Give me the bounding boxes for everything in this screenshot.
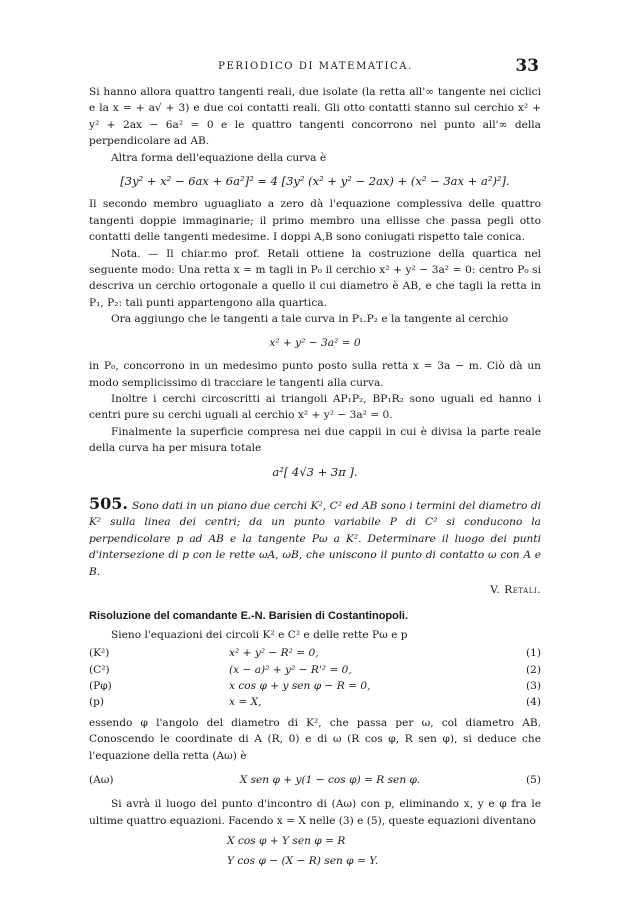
page-number: 33 [515, 56, 539, 76]
equation-label: (Pφ) [89, 680, 112, 692]
paragraph: Finalmente la superficie compresa nei due cappii in cui è divisa la parte reale della curva ha per misura totale [89, 425, 541, 455]
final-equation: X cos φ + Y sen φ = R [227, 835, 346, 848]
paragraph: Si avrà il luogo del punto d'incontro di (Aω) con p, eliminando x, y e φ fra le ultime quattro equazioni. Facendo x = X nelle (3) e (5), queste equazioni diventano [89, 798, 541, 827]
equation-label: (K²) [89, 647, 110, 660]
paragraph: Si hanno allora quattro tangenti reali, due isolate (la retta all'∞ tangente nei ciclici e la x = + a√ + 3) e due coi contatti reali. Gli otto contatti stanno sul cerchio x² + y² + 2ax − 6a² = 0 e le quattro tangenti concorrono nel punto all'∞ della perpendicolare ad AB. [89, 86, 541, 148]
problem-number: 505. [89, 493, 128, 513]
equation-number: (2) [525, 663, 541, 676]
equation-number: (1) [525, 647, 541, 660]
page-header [0, 58, 631, 80]
paragraph: in P₀, concorrono in un medesimo punto posto sulla retta x = 3a − m. Ciò dà un modo semplicissimo di tracciare le tangenti alla curva. [89, 360, 541, 389]
equation-row [89, 645, 541, 661]
paragraph: Inoltre i cerchi circoscritti ai triangoli AP₁P₂, BP₁R₂ sono uguali ed hanno i centri pure su cerchi uguali al cerchio x² + y² − 3a² = 0. [89, 392, 541, 422]
equation-number: (3) [525, 680, 541, 692]
equation-row [89, 678, 541, 694]
equation-expr: x cos φ + y sen φ − R = 0, [229, 680, 371, 692]
equation-number: (4) [525, 696, 541, 709]
author-signature: V. Retali. [490, 583, 541, 596]
equation-label: (p) [89, 696, 105, 709]
paragraph: essendo φ l'angolo del diametro di K², che passa per ω, col diametro AB. Conoscendo le coordinate di A (R, 0) e di ω (R cos φ, R sen φ), si deduce che l'equazione della retta (Aω) è [89, 716, 541, 762]
equation-row [89, 694, 541, 710]
equation: a²[ 4√3 + 3π ]. [272, 464, 358, 479]
equation-number: (5) [525, 774, 541, 787]
equation-label: (Aω) [89, 774, 114, 787]
equation-expr: (x − a)² + y² − R'² = 0, [229, 663, 352, 676]
paragraph: Ora aggiungo che le tangenti a tale curva in P₁.P₂ e la tangente al cerchio [111, 313, 509, 326]
article-body [89, 84, 541, 869]
solution-title: Risoluzione del comandante E.-N. Barisien di Costantinopoli. [89, 610, 409, 623]
equation-label: (C²) [89, 663, 110, 676]
paragraph: Sieno l'equazioni dei circoli K² e C² e delle rette Pω e p [111, 628, 408, 641]
final-equation: Y cos φ − (X − R) sen φ = Y. [227, 855, 379, 868]
equation-row [89, 662, 541, 678]
running-title: PERIODICO DI MATEMATICA. [218, 61, 413, 72]
problem-statement [89, 493, 541, 580]
problem-text: Sono dati in un piano due cerchi K², C² ed AB sono i termini del diametro di K² sulla linea dei centri; da un punto variabile P di C² si conducono la perpendicolare p ad AB e la tangente Pω a K². Determinare il luogo dei punti d'intersezione di p con le rette ωA, ωB, che uniscono il punto di contatto ω con A e B. [89, 499, 541, 578]
equation-expr: x = X, [229, 696, 262, 709]
paragraph: Altra forma dell'equazione della curva è [111, 151, 327, 164]
equation: [3y² + x² − 6ax + 6a²]² = 4 [3y² (x² + y² − 2ax) + (x² − 3ax + a²)²]. [120, 174, 510, 189]
equation-system [89, 645, 541, 711]
equation-expr: x² + y² − R² = 0, [229, 647, 319, 660]
equation: x² + y² − 3a² = 0 [269, 336, 361, 349]
note-paragraph: Nota. — Il chiar.mo prof. Retali ottiene la costruzione della quartica nel seguente modo: Una retta x = m tagli in P₀ il cerchio x² + y² − 3a² = 0: centro P₀ si descriva un cerchio ortogonale a quello il cui diametro è AB, e che tagli la retta in P₁, P₂: tali punti appartengono alla quartica. [89, 247, 541, 309]
equation-row [89, 772, 541, 788]
equation-expr: X sen φ + y(1 − cos φ) = R sen φ. [239, 774, 421, 787]
paragraph: Il secondo membro uguagliato a zero dà l'equazione complessiva delle quattro tangenti doppie immaginarie; il primo membro una ellisse che passa pegli otto contatti delle tangenti medesime. I doppi A,B sono coniugati rispetto tale conica. [89, 198, 541, 244]
